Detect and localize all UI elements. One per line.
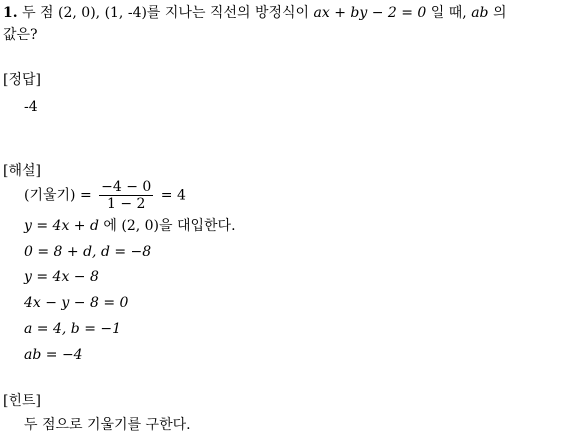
solution-line-3: 0 = 8 + d, d = −8 xyxy=(24,244,152,260)
question-text-part1: 두 점 (2, 0), (1, -4)를 지나는 직선의 방정식이 xyxy=(22,5,314,21)
slope-prefix: (기울기) = xyxy=(24,187,97,204)
answer-heading: [정답] xyxy=(3,72,41,88)
slope-result: = 4 xyxy=(156,187,186,204)
question-line-1 xyxy=(3,4,506,22)
substitute-text: 에 (2, 0)을 대입한다. xyxy=(98,218,236,234)
hint-heading: [힌트] xyxy=(3,393,41,409)
substitute-equation: y = 4x + d xyxy=(24,218,99,234)
slope-denominator: 1 − 2 xyxy=(107,196,146,212)
solution-substitute-line xyxy=(24,217,236,235)
hint-text: 두 점으로 기울기를 구한다. xyxy=(24,417,191,433)
question-number: 1. xyxy=(3,5,18,21)
solution-line-4: y = 4x − 8 xyxy=(24,269,99,285)
solution-heading: [해설] xyxy=(3,163,41,179)
question-text-part2: 일 때, xyxy=(426,5,472,21)
solution-line-7: ab = −4 xyxy=(24,347,83,363)
answer-value: -4 xyxy=(24,99,38,115)
question-text-part3: 의 xyxy=(488,5,507,21)
solution-slope-line xyxy=(24,179,186,212)
question-line-2: 값은? xyxy=(3,27,38,43)
slope-fraction xyxy=(99,179,153,212)
solution-line-6: a = 4, b = −1 xyxy=(24,321,122,337)
question-product: ab xyxy=(471,5,489,21)
solution-line-5: 4x − y − 8 = 0 xyxy=(24,295,129,311)
slope-numerator: −4 − 0 xyxy=(101,179,152,195)
question-equation: ax + by − 2 = 0 xyxy=(313,5,427,21)
